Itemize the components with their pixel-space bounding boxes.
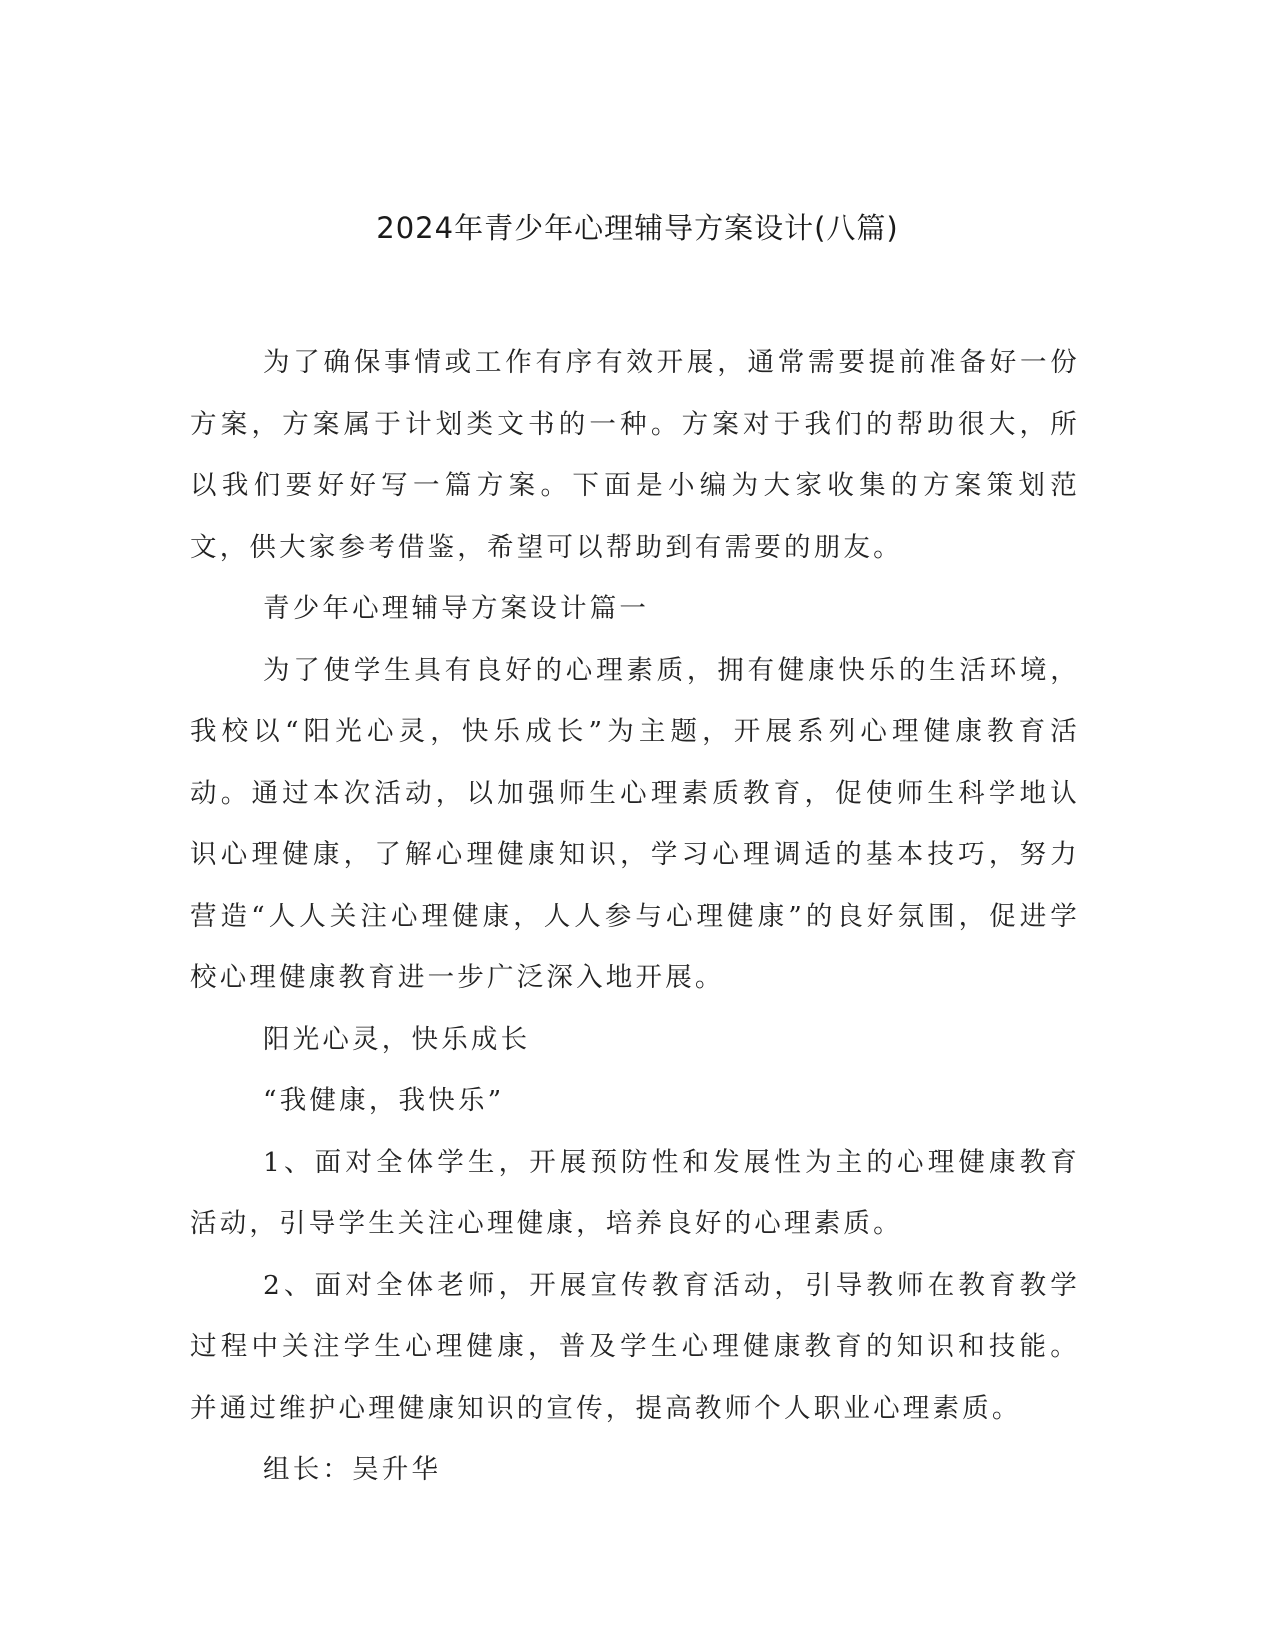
intro-paragraph: 为了确保事情或工作有序有效开展，通常需要提前准备好一份方案，方案属于计划类文书的一种。方案对于我们的帮助很大，所以我们要好好写一篇方案。下面是小编为大家收集的方案策划范文，供大家参考借鉴，希望可以帮助到有需要的朋友。 <box>190 347 1080 563</box>
purpose-paragraph: 为了使学生具有良好的心理素质，拥有健康快乐的生活环境，我校以“阳光心灵，快乐成长”为主题，开展系列心理健康教育活动。通过本次活动，以加强师生心理素质教育，促使师生科学地认识心理健康，了解心理健康知识，学习心理调适的基本技巧，努力营造“人人关注心理健康，人人参与心理健康”的良好氛围，促进学校心理健康教育进一步广泛深入地开展。 <box>190 654 1080 993</box>
group-leader-line: 组长：吴升华 <box>263 1454 442 1485</box>
section-heading-part-one: 青少年心理辅导方案设计篇一 <box>263 593 650 624</box>
theme-line: 阳光心灵，快乐成长 <box>263 1023 531 1055</box>
goal-item-2: 2、面对全体老师，开展宣传教育活动，引导教师在教育教学过程中关注学生心理健康，普及学生心理健康教育的知识和技能。并通过维护心理健康知识的宣传，提高教师个人职业心理素质。 <box>190 1269 1080 1424</box>
goal-item-1: 1、面对全体学生，开展预防性和发展性为主的心理健康教育活动，引导学生关注心理健康，培养良好的心理素质。 <box>190 1146 1080 1239</box>
slogan-line: “我健康，我快乐” <box>263 1085 505 1116</box>
document-title: 2024年青少年心理辅导方案设计(八篇) <box>376 211 899 245</box>
document-body <box>190 332 1080 1501</box>
